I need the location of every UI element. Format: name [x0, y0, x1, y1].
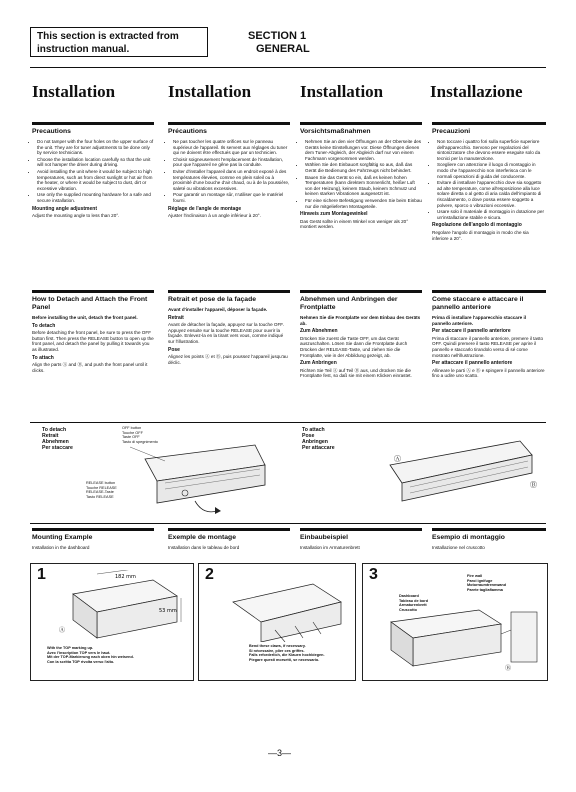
precautions-de	[300, 122, 422, 232]
attach-labels	[302, 427, 335, 451]
callout-line: Tasto RELEASE	[86, 494, 114, 499]
precaution-item: • Für eine sichere Befestigung verwenden Sie beim Einbau nur die mitgelieferten Montageteile.	[305, 198, 422, 209]
header-rule	[30, 67, 546, 68]
step-number: 2	[205, 566, 214, 583]
top-marking-note	[47, 646, 134, 664]
precaution-item: • Choose the installation location carefully so that the unit will not hamper the driver during driving.	[37, 157, 154, 168]
precaution-item: • Pour garantir un montage sûr, n'utiliser que le matériel fourni.	[173, 192, 290, 203]
angle-heading: Réglage de l'angle de montage	[168, 205, 242, 212]
attach-text: Align the parts Ⓐ and Ⓑ, and push the front panel until it clicks.	[32, 362, 148, 373]
section-heading	[248, 30, 310, 56]
detach-it	[432, 290, 546, 381]
step-2-panel	[198, 563, 356, 681]
angle-heading: Regolazione dell'angolo di montaggio	[432, 222, 522, 229]
detach-sub: Zum Abnehmen	[300, 328, 338, 335]
detach-attach-figure	[30, 422, 546, 524]
callout-line: OFF button	[122, 426, 142, 430]
detach-de	[300, 290, 422, 381]
callout-a-mark: Ⓐ	[394, 455, 401, 463]
detach-heading: Retrait et pose de la façade	[168, 296, 257, 303]
section-title: GENERAL	[256, 43, 310, 55]
note-line: Mit der TOP-Markierung nach oben hin weisend.	[47, 655, 134, 660]
detach-intro: Prima di installare l'apparecchio staccare il pannello anteriore.	[432, 315, 527, 326]
note-line: Si nécessaire, plier ces griffes.	[249, 648, 305, 653]
precaution-item: • Use only the supplied mounting hardware for a safe and secure installation.	[37, 192, 154, 203]
attach-label: Anbringen	[302, 439, 328, 445]
attach-label: Per attaccare	[302, 445, 335, 451]
precautions-heading: Vorsichtsmaßnahmen	[300, 128, 371, 135]
detach-intro: Avant d'installer l'appareil, déposer la façade.	[168, 307, 268, 312]
callout-line: Taste OFF	[122, 435, 140, 440]
detach-sub: To detach	[32, 322, 56, 329]
angle-text: Ajuster l'inclinaison à un angle inférieur à 20°.	[168, 213, 261, 219]
release-button-callout	[86, 481, 117, 499]
precaution-item: • Ne pas toucher les quatre orifices sur le panneau supérieur de l'appareil. Ils servent aux réglages du tuner qui ne doivent être effectués que par un technicien.	[173, 139, 290, 156]
step-3-panel	[362, 563, 548, 681]
step3-callout-b: Ⓑ	[505, 665, 512, 672]
column-bar	[32, 528, 154, 531]
label-line: Fire wall	[467, 574, 483, 578]
mounting-heading: Esempio di montaggio	[432, 534, 505, 541]
attach-text: Alignez les points Ⓐ et Ⓑ, puis poussez l'appareil jusqu'au déclic.	[168, 354, 288, 365]
label-line: Cruscotto	[399, 607, 417, 612]
callout-line: Touche OFF	[122, 430, 143, 435]
title-it: Installazione	[430, 82, 523, 101]
label-line: Tableau de bord	[399, 598, 429, 603]
detach-illustration	[125, 441, 275, 519]
precaution-item: • Wählen Sie den Einbauort sorgfältig so aus, daß das Gerät die Bedienung des Fahrzeugs nicht behindert.	[305, 162, 422, 173]
step-1-panel	[30, 563, 194, 681]
precaution-item: • Eviter d'installer l'appareil dans un endroit exposé à des températures élevées, comme en plein soleil ou à proximité d'une bouche d'air chaud, ou à de la poussière, saleté ou vibrations excessives.	[173, 169, 290, 191]
callout-line: RELEASE-Taste	[86, 490, 114, 495]
precaution-item: • Non toccare i quattro fori sulla superficie superiore dell'apparecchio. Servono per regolazioni del sintonizzatore che devono essere eseguite solo da tecnici per la manutenzione.	[437, 139, 546, 161]
angle-heading: Hinweis zum Montagewinkel	[300, 211, 368, 218]
title-de: Installation	[300, 82, 384, 101]
note-line: Falls erforderlich, die Klauen hochbiegen.	[249, 653, 325, 658]
mounting-sub: Installation dans le tableau de bord	[168, 545, 240, 550]
precaution-item: • Choisir soigneusement l'emplacement de l'installation, pour que l'appareil ne gêne pas la conduite.	[173, 157, 290, 168]
precaution-item: • Usare solo il materiale di montaggio in dotazione per un'installazione stabile e sicura.	[437, 209, 546, 220]
callout-b-mark: Ⓑ	[530, 481, 537, 489]
attach-sub: Zum Anbringen	[300, 360, 337, 367]
callout-line: Tasto di spegnimento	[122, 439, 158, 444]
notice-line-2: instruction manual.	[37, 44, 130, 55]
label-line: Dashboard	[399, 594, 419, 598]
note-line: With the TOP marking up.	[47, 646, 94, 650]
column-bar	[432, 290, 546, 293]
detach-en	[32, 290, 154, 375]
height-dimension: 53 mm	[159, 608, 177, 614]
attach-text: Richten Sie Teil Ⓐ auf Teil Ⓑ aus, und drücken Sie die Frontplatte fest, so daß sie mit einem Klicken einrastet.	[300, 367, 412, 379]
mounting-sub: Installazione nel cruscotto	[432, 545, 485, 550]
precautions-list	[168, 139, 290, 204]
precaution-item: • Avoid installing the unit where it would be subject to high temperatures, such as from direct sunlight or hot air from the heater, or where it would be subject to dust, dirt or excessive vibration.	[37, 169, 154, 191]
detach-sub: Per staccare il pannello anteriore	[432, 328, 511, 335]
precautions-heading: Precauzioni	[432, 128, 471, 135]
mounting-heading: Exemple de montage	[168, 534, 236, 541]
callout-line: Touche RELEASE	[86, 485, 117, 490]
extract-notice-box	[30, 27, 208, 57]
mounting-fr	[168, 528, 290, 553]
precaution-item: • Do not tamper with the four holes on the upper surface of the unit. They are for tuner adjustments to be done only by service technicians.	[37, 139, 154, 156]
column-bar	[300, 528, 422, 531]
column-bar	[300, 122, 422, 125]
precautions-list	[432, 139, 546, 220]
column-bar	[32, 122, 154, 125]
angle-text: Adjust the mounting angle to less than 20°.	[32, 213, 120, 219]
mounting-it	[432, 528, 546, 553]
width-dimension: 182 mm	[115, 574, 136, 580]
detach-text: Drücken Sie zuerst die Taste OFF, um das Gerät auszuschalten. Lösen Sie dann die Frontplatte durch Drücken der RELEASE-Taste, und ziehen Sie die Frontplatte, wie in der Abbildung gezeigt, ab.	[300, 335, 408, 358]
attach-sub: Per attaccare il pannello anteriore	[432, 360, 513, 367]
precaution-item: • Bauen Sie das Gerät so ein, daß es keinen hohen Temperaturen (kann direktem Sonnenlicht, heißer Luft von der Heizung), keinem Staub, keinem Schmutz und keinen starken Vibrationen ausgesetzt ist.	[305, 175, 422, 197]
attach-label: Pose	[302, 433, 315, 439]
notice-line-1: This section is extracted from	[37, 31, 179, 42]
precautions-heading: Precautions	[32, 128, 71, 135]
detach-label: To detach	[42, 427, 67, 433]
detach-intro: Nehmen Sie die Frontplatte vor dem Einbau des Geräts ab.	[300, 315, 421, 326]
label-line: Parete tagliafiamma	[467, 587, 503, 592]
precautions-list	[300, 139, 422, 209]
step-number: 1	[37, 566, 46, 583]
detach-text: Before detaching the front panel, be sure to press the OFF button first. Then press the RELEASE button to open up the front panel, and detach the panel by pulling it towards you as illustrated.	[32, 330, 154, 352]
angle-heading: Mounting angle adjustment	[32, 205, 97, 212]
column-bar	[168, 122, 290, 125]
detach-sub: Retrait	[168, 314, 184, 321]
precautions-en	[32, 122, 154, 221]
detach-label: Abnehmen	[42, 439, 69, 445]
column-bar	[168, 290, 290, 293]
column-bar	[432, 122, 546, 125]
title-en: Installation	[32, 82, 116, 101]
label-line: Paroi ignifuge	[467, 578, 493, 583]
column-bar	[432, 528, 546, 531]
precautions-heading: Précautions	[168, 128, 207, 135]
precautions-it	[432, 122, 546, 243]
mounting-heading: Mounting Example	[32, 534, 93, 541]
page-number: —3—	[268, 748, 292, 758]
precaution-item: • Evitare di installare l'apparecchio dove sia soggetto ad alte temperature, come all'esposizione alla luce solare diretta o al getto di aria calda dell'impianto di riscaldamento, o dove possa essere soggetto a polvere, sporco o vibrazioni eccessive.	[437, 180, 546, 208]
detach-heading: Come staccare e attaccare il pannello anteriore	[432, 296, 524, 311]
attach-label: To attach	[302, 427, 325, 433]
step-3-illustration	[383, 604, 543, 676]
note-line: Bend these claws, if necessary.	[249, 644, 306, 648]
mounting-en	[32, 528, 154, 553]
step-1-illustration	[53, 570, 189, 642]
attach-text: Allineare le parti Ⓐ e Ⓑ e spingere il pannello anteriore fino a udire uno scatto.	[432, 367, 545, 379]
detach-fr	[168, 290, 290, 367]
detach-text: Prima di staccare il pannello anteriore, premere il tasto OFF. Quindi premere il tasto RELEASE per aprire il pannello e staccarlo tirandolo verso di sé come mostrato nell'illustrazione.	[432, 335, 544, 358]
precaution-item: • Nehmen Sie an den vier Öffnungen an der Oberseite des Geräts keine Einstellungen vor. Diese Öffnungen dienen dem Tuner-Abgleich, der Abgleich darf nur von einem Fachmann vorgenommen werden.	[305, 139, 422, 161]
mounting-sub: Installation in the dashboard	[32, 545, 90, 550]
detach-text: Avant de détacher la façade, appuyez sur la touche OFF. Appuyez ensuite sur la touche RELEASE pour ouvrir la façade. Enlevez-la en la tirant vers vous, comme indiqué sur l'illustration.	[168, 322, 284, 344]
detach-heading: Abnehmen und Anbringen der Frontplatte	[300, 296, 398, 311]
mounting-sub: Installation im Armaturenbrett	[300, 545, 360, 550]
attach-illustration	[380, 435, 540, 517]
fire-wall-label	[467, 574, 506, 592]
precautions-list	[32, 139, 154, 204]
bend-claws-note	[249, 644, 325, 662]
column-bar	[168, 528, 290, 531]
note-line: Piegare questi morsetti, se necessario.	[249, 657, 320, 662]
detach-labels	[42, 427, 73, 451]
precautions-fr	[168, 122, 290, 221]
callout-line: RELEASE button	[86, 481, 116, 485]
column-bar	[32, 290, 154, 293]
column-bar	[300, 290, 422, 293]
step1-callout-a: Ⓐ	[59, 627, 66, 634]
angle-text: Das Gerät sollte in einem Winkel von weniger als 20° montiert werden.	[300, 218, 409, 230]
label-line: Armaturenbrett	[399, 603, 427, 608]
detach-label: Per staccare	[42, 445, 73, 451]
step-2-illustration	[223, 572, 351, 642]
title-fr: Installation	[168, 82, 252, 101]
mounting-heading: Einbaubeispiel	[300, 534, 348, 541]
section-number: SECTION 1	[248, 30, 307, 42]
detach-intro: Before installing the unit, detach the front panel.	[32, 315, 138, 320]
detach-label: Retrait	[42, 433, 59, 439]
detach-heading: How to Detach and Attach the Front Panel	[32, 296, 148, 311]
note-line: Avec l'inscription TOP vers le haut.	[47, 650, 111, 655]
label-line: Motorraumtrennwand	[467, 583, 507, 588]
precaution-item: • Scegliere con attenzione il luogo di montaggio in modo che l'apparecchio non interferisca con le normali operazioni di guida del conducente.	[437, 162, 546, 179]
note-line: Con la scritta TOP rivolta verso l'alto.	[47, 659, 115, 664]
mounting-de	[300, 528, 422, 553]
attach-sub: Pose	[168, 346, 180, 353]
step-number: 3	[369, 566, 378, 583]
attach-sub: To attach	[32, 354, 54, 361]
angle-text: Regolare l'angolo di montaggio in modo che sia inferiore a 20°.	[432, 229, 529, 241]
